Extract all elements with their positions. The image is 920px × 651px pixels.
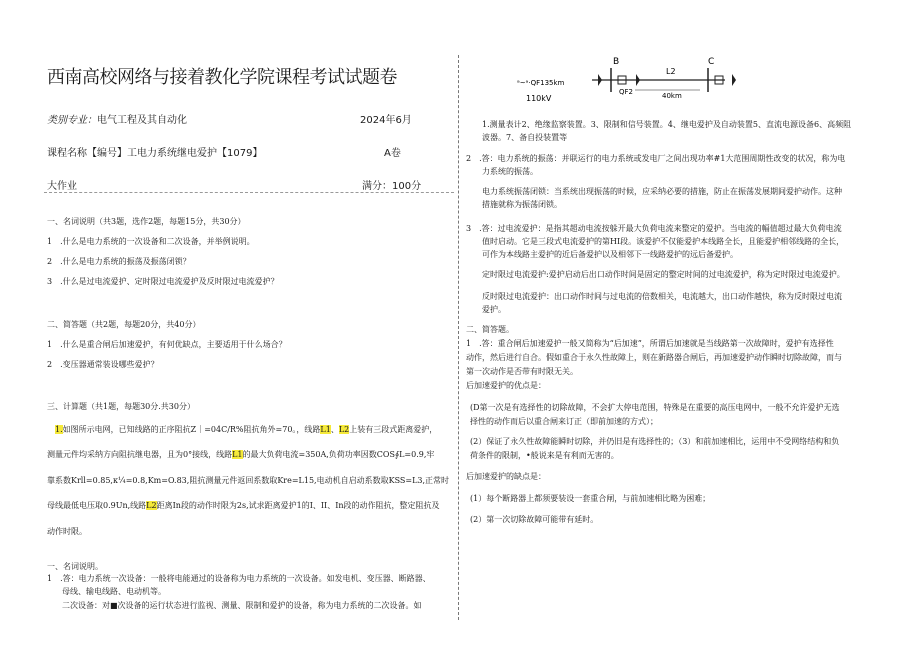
answer-heading: 一、名词说明。 bbox=[47, 562, 103, 571]
advantage-2-line-1: (2）保证了永久性故障能瞬时切除，并仍旧是有选择性的；（3）和前加速相比，运用中不受网络结构和负 bbox=[470, 437, 840, 446]
exam-date: 2024年6月 bbox=[360, 115, 412, 126]
calc-line-5: 动作时限。 bbox=[47, 527, 87, 536]
answer-1-line-3: 二次设备：对■次设备的运行状态进行监视、测量、限制和爱护的设备，称为电力系统的二次设备。如 bbox=[62, 601, 422, 610]
section3-heading: 三、计算题（共1题，每题30分.共30分） bbox=[47, 402, 195, 411]
header-divider bbox=[44, 192, 454, 193]
disadvantage-1: (1）每个断路器上都须要装设一套重合闸，与前加速相比略为困难； bbox=[470, 494, 711, 503]
paper-type: A卷 bbox=[384, 148, 401, 159]
section1-question-1: 1 .什么是电力系统的一次设备和二次设备，并举例说明。 bbox=[47, 237, 255, 246]
section1-question-2: 2 .什么是电力系统的振荡及振荡闭锁？ bbox=[47, 257, 191, 266]
highlight-l1: L1 bbox=[320, 425, 331, 434]
right-line: 1.测量表计2、绝缘监察装置。3、限制和信号装置。4、继电爱护及自动装置5、直流电源设备6、高频阻 bbox=[482, 120, 852, 129]
highlight-l2: L2 bbox=[338, 425, 350, 434]
label-qf2: QF2 bbox=[619, 88, 633, 96]
label-c: C bbox=[708, 57, 715, 67]
category-value: 电气工程及其自动化 bbox=[97, 115, 187, 126]
answer-3-line-1: 3 .答：过电流爱护：是指其超动电流按躲开最大负荷电流来整定的爱护。当电流的幅值超过最大负荷电流 bbox=[466, 224, 842, 233]
category-row bbox=[47, 111, 187, 126]
answer-1-line-2: 母线、输电线路、电动机等。 bbox=[62, 587, 166, 596]
section2-heading: 二、简答题（共2题，每题20分，共40分） bbox=[47, 320, 201, 329]
assignment-type: 大作业 bbox=[47, 181, 77, 192]
advantage-1-line-1: (D第一次是有选择性的切除故障，不会扩大停电范围，特殊是在重要的高压电网中，一般不允许爱护无选 bbox=[470, 403, 840, 412]
answer-3-line-3: 可作为本线路主爱护的近后备爱护以及相邻下一线路爱护的远后备爱护。 bbox=[482, 250, 738, 259]
label-voltage: 110kV bbox=[526, 94, 552, 103]
section2-question-2: 2 .变压器通常装设哪些爱护？ bbox=[47, 360, 159, 369]
advantage-2-line-2: 荷条件的限制，•般说来是有利而无害的。 bbox=[470, 451, 619, 460]
disadvantage-2: (2）第一次切除故障可能带有延时。 bbox=[470, 515, 599, 524]
answer-3-line-6: 爱护。 bbox=[482, 305, 506, 314]
calc-line-1 bbox=[55, 425, 437, 435]
answer-1-line-1: 1 .答：电力系统一次设备：一般将电能通过的设备称为电力系统的一次设备。如发电机、变压器、断路器、 bbox=[47, 574, 431, 583]
course-label: 课程名称【编号】 bbox=[47, 148, 127, 159]
course-row bbox=[47, 144, 262, 159]
calc-text: 距离In段的动作时限为2s,试求距离爱护1的I、II、In段的动作阻抗，整定阻抗及 bbox=[156, 501, 440, 510]
section1-question-3: 3 .什么是过电流爱护、定时限过电流爱护及反时限过电流爱护？ bbox=[47, 277, 279, 286]
advantages-heading: 后加速爱护的优点是： bbox=[466, 381, 546, 390]
highlight-number: 1. bbox=[55, 425, 63, 434]
answer-2-line-4: 措施就称为振荡闭锁。 bbox=[482, 200, 562, 209]
calc-line-4 bbox=[47, 501, 440, 511]
calc-text: 的最大负荷电流=350A,负荷功率因数COS∮L=0.9,牢 bbox=[242, 450, 435, 459]
full-score: 满分：100分 bbox=[362, 181, 422, 192]
answer-s2-line-2: 动作，然后进行自合。假如重合于永久性故障上，则在新路器合闸后，再加速爱护动作瞬时切除故障，而与 bbox=[466, 353, 842, 362]
column-divider bbox=[458, 55, 459, 620]
answer-2-line-1: 2 .答：电力系统的振荡：并联运行的电力系统或发电厂之间出现功率#1大范围周期性改变的状况，称为电 bbox=[466, 154, 846, 163]
label-l2: L2 bbox=[666, 67, 676, 76]
answer-3-line-4: 定时限过电流爱护:爱护启动后出口动作时间是固定的整定时间的过电流爱护，称为定时限过电流爱护。 bbox=[482, 270, 845, 279]
answer-s2-line-1: 1 .答：重合闸后加速爱护一般又简称为“后加速”，所谓后加速就是当线路第一次故障时，爱护有选择性 bbox=[466, 339, 834, 348]
answer-3-line-2: 值时启动。它是三段式电流爱护的第HI段。该爱护不仅能爱护本线路全长，且能爱护相邻线路的全长， bbox=[482, 237, 845, 246]
answer-2-line-3: 电力系统振荡闭锁：当系统出现振荡的时候，应采纳必要的措施，防止在振荡发展期间爱护动作。这种 bbox=[482, 187, 842, 196]
calc-line-3: 靠系数Krll=0.85,κ¼=0.8,Km=O.83,阻抗测量元件返回系数取Kre=L15,电动机自启动系数取KSS=L3,正常时 bbox=[47, 476, 450, 485]
calc-text: 测量元件均采纳方向阻抗继电器，且为0°接线，线路 bbox=[47, 450, 233, 459]
page-title: 西南高校网络与接着教化学院课程考试试题卷 bbox=[47, 67, 397, 88]
arrow-b bbox=[636, 74, 640, 86]
right-line: 波器。7、备自投装置等 bbox=[482, 133, 568, 142]
label-40km: 40km bbox=[662, 92, 682, 100]
answer-3-line-5: 反时限过电流爱护：出口动作时间与过电流的倍数相关，电流越大，出口动作越快，称为反时限过电流 bbox=[482, 292, 842, 301]
disadvantages-heading: 后加速爱护的缺点是： bbox=[466, 472, 546, 481]
calc-text: 如图所示电网，已知线路的正序阻抗Z｜=04C/R%阻抗角外=70。，线路 bbox=[62, 425, 321, 434]
highlight-l1: L1 bbox=[232, 450, 243, 459]
answer-2-line-2: 力系统的振荡。 bbox=[482, 167, 538, 176]
label-qf1: ᵃ~ᵃ·QF135km bbox=[517, 79, 565, 87]
calc-text: 母线最低电压取0.9Un,线路 bbox=[47, 501, 147, 510]
category-label: 类别专业： bbox=[47, 115, 97, 126]
answer-s2-line-3: 第一次动作是否带有时限无关。 bbox=[466, 367, 578, 376]
highlight-l2: L2 bbox=[146, 501, 157, 510]
right-section2-heading: 二、简答题。 bbox=[466, 325, 514, 334]
network-diagram bbox=[510, 52, 770, 107]
arrow-a bbox=[598, 74, 602, 86]
calc-text: 上装有三段式距离爱护， bbox=[349, 425, 438, 434]
arrow-c bbox=[732, 74, 736, 86]
course-value: 工电力系统继电爱护【1079】 bbox=[127, 148, 263, 159]
calc-text: 、 bbox=[330, 425, 339, 434]
label-b: B bbox=[613, 57, 620, 67]
calc-line-2 bbox=[47, 450, 434, 460]
section2-question-1: 1 .什么是重合闸后加速爱护，有何优缺点，主要适用于什么场合？ bbox=[47, 340, 287, 349]
advantage-1-line-2: 择性的动作而后以重合闸来订正（即前加速的方式）； bbox=[470, 417, 658, 426]
section1-heading: 一、名词说明（共3题，选作2题，每题15分，共30分） bbox=[47, 217, 246, 226]
